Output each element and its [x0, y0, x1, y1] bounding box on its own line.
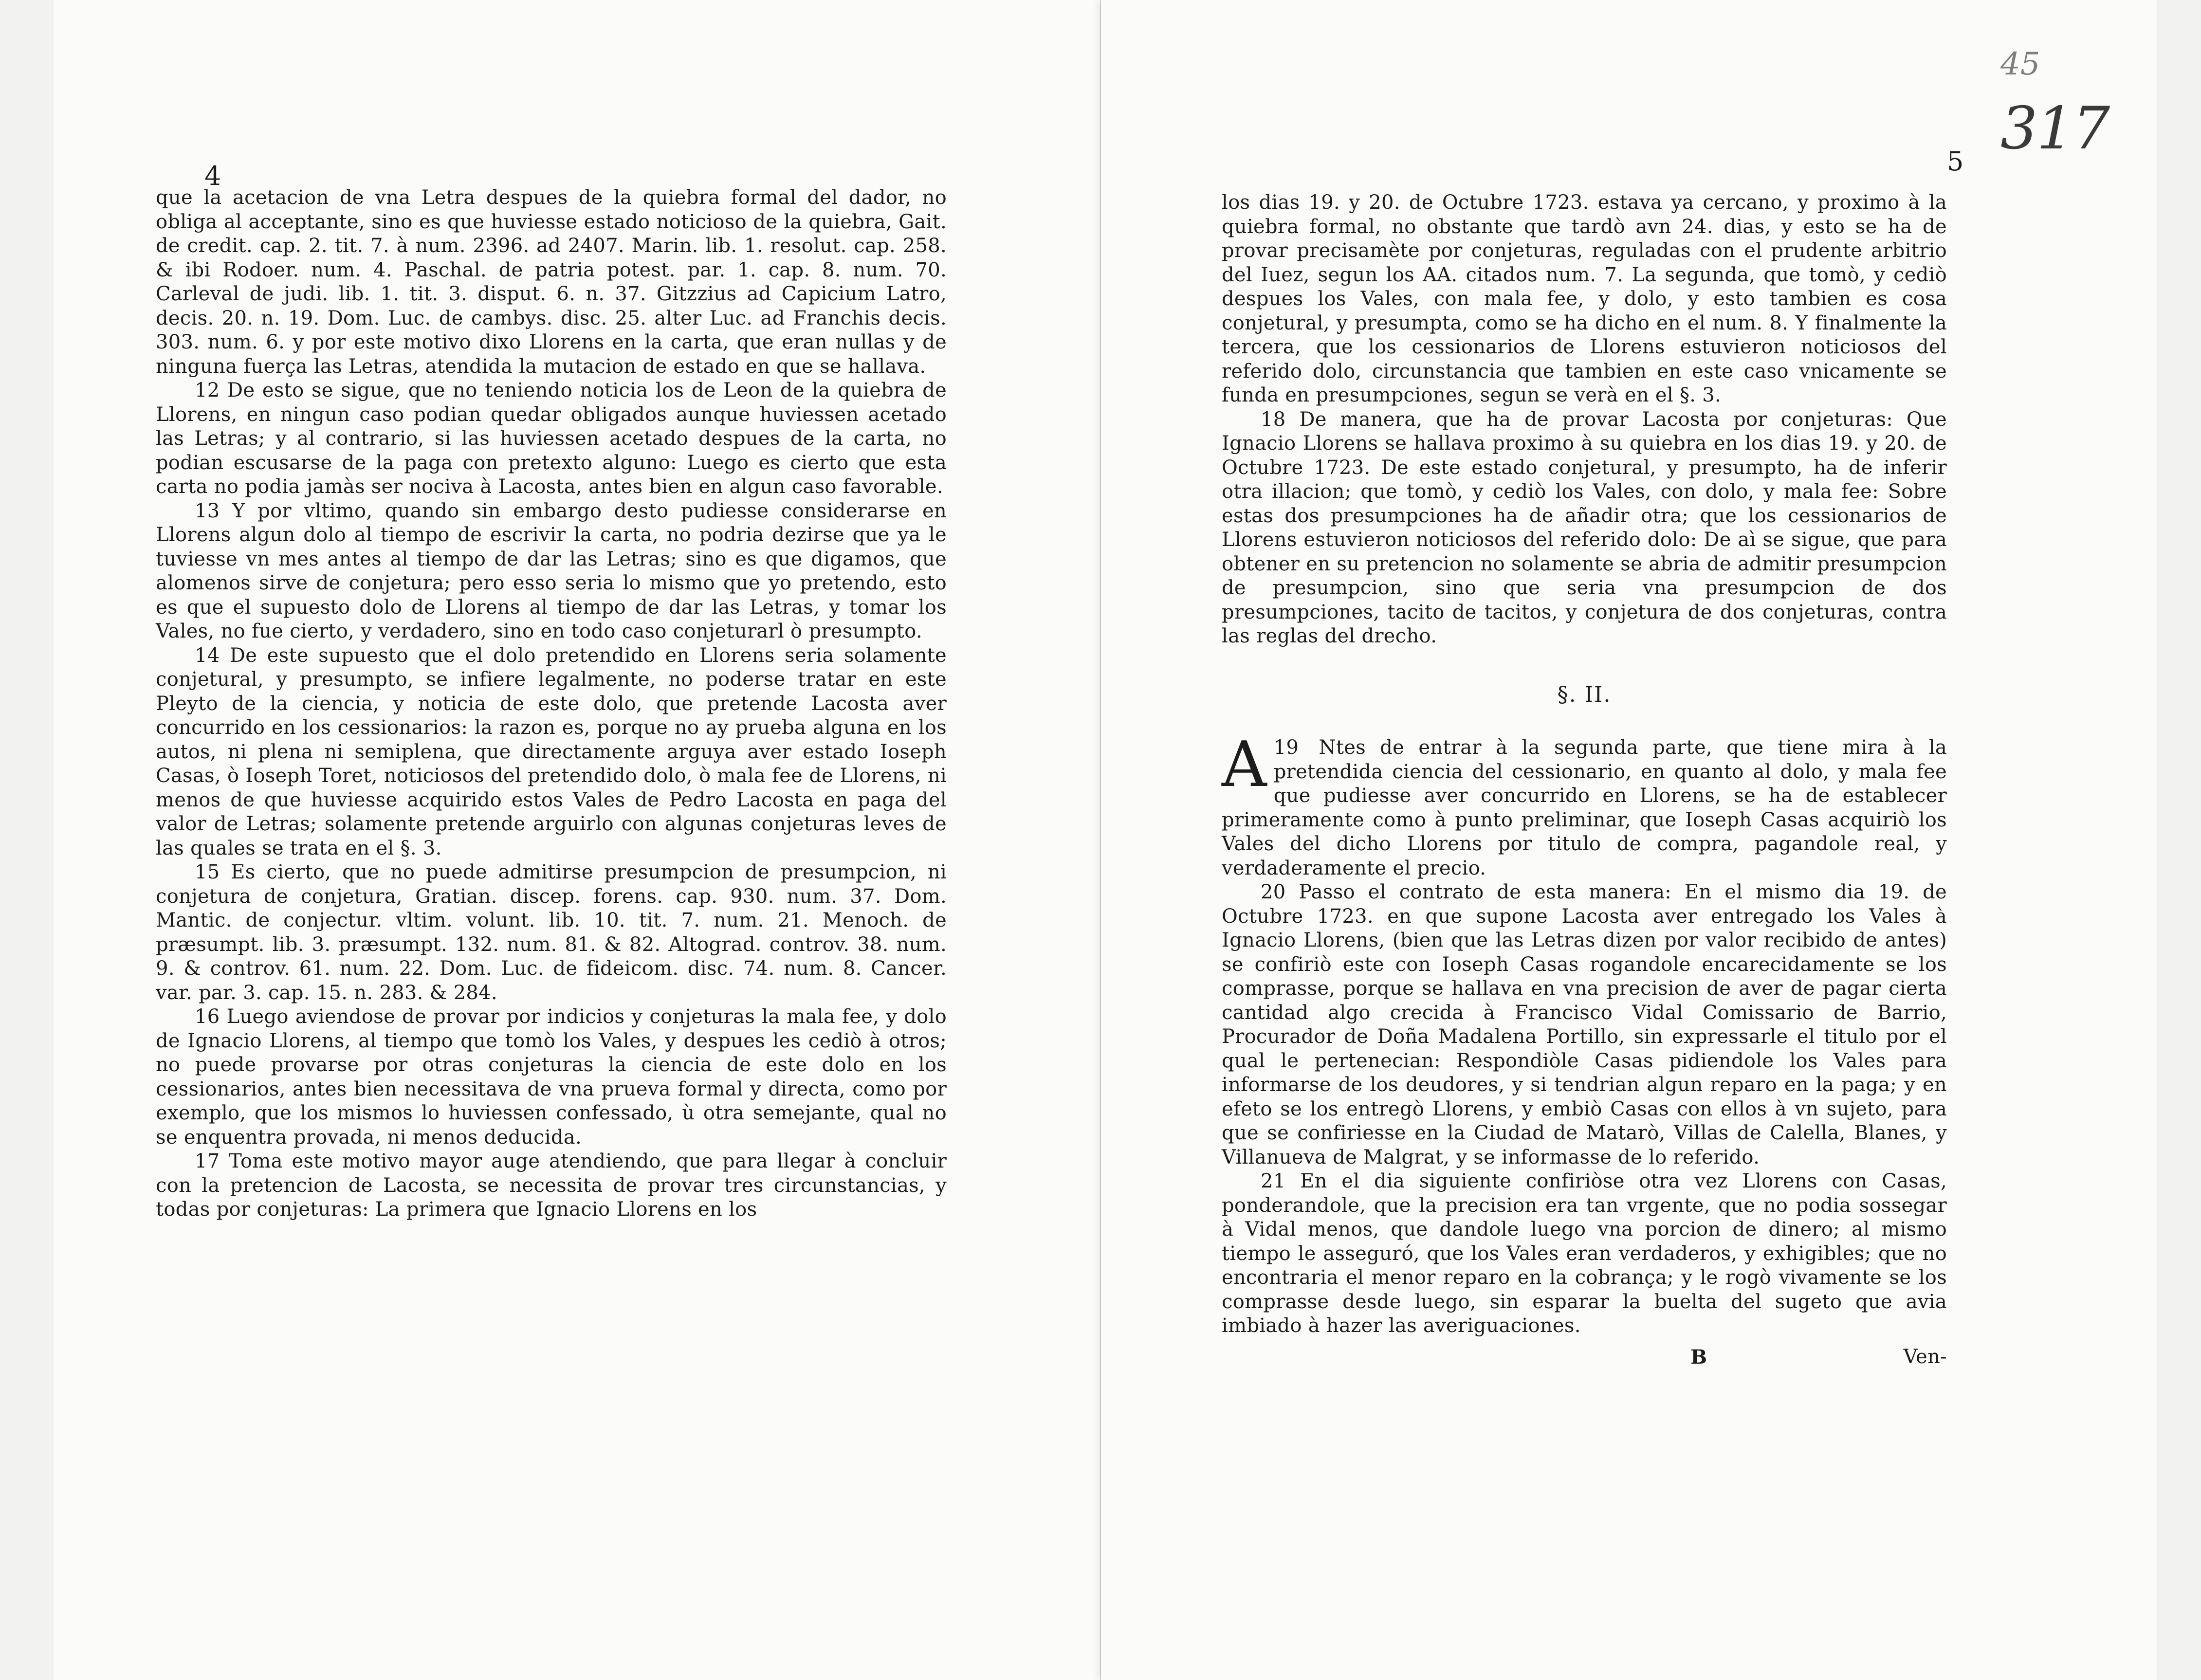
right-page-number: 5 — [1947, 146, 1964, 177]
paragraph-14: 14 De este supuesto que el dolo pretendido en Llorens seria solamente conjetural, y presumpto, se infiere legalmente, no poderse tratar en este Pleyto de la ciencia, y noticia de este dolo, que pretende Lacosta aver concurrido en los cessionarios: la razon es, porque no ay prueba alguna en los autos, ni plena ni semiplena, que directamente arguya aver estado Ioseph Casas, ò Ioseph Toret, noticiosos del pretendido dolo, ò mala fee de Llorens, ni menos de que huviesse acquirido estos Vales de Pedro Lacosta en paga del valor de Letras; solamente pretende arguirlo con algunas conjeturas leves de las quales se trata en el §. 3. — [156, 644, 947, 859]
drop-cap: A — [1222, 729, 1267, 801]
signature-mark: B — [1690, 1345, 1707, 1369]
paragraph: que la acetacion de vna Letra despues de la quiebra formal del dador, no obliga al acceptante, sino es que huviesse estado noticioso de la quiebra, Gait. de credit. cap. 2. tit. 7. à num. 2396. ad 2407. Marin. lib. 1. resolut. cap. 258. & ibi Rodoer. num. 4. Paschal. de patria potest. par. 1. cap. 8. num. 70. Carleval de judi. lib. 1. tit. 3. disput. 6. n. 37. Gitzzius ad Capicium Latro, decis. 20. n. 19. Dom. Luc. de cambys. disc. 25. alter Luc. ad Franchis decis. 303. num. 6. y por este motivo dixo Llorens en la carta, que eran nullas y de ninguna fuerça las Letras, atendida la mutacion de estado en que se hallava. — [156, 186, 947, 378]
paragraph-21: 21 En el dia siguiente confiriòse otra vez Llorens con Casas, ponderandole, que la precision era tan vrgente, que no podia sossegar à Vidal menos, que dandole luego vna porcion de dinero; al mismo tiempo le asseguró, que los Vales eran verdaderos, y exhigibles; que no encontraria el menor reparo en la cobrança; y le rogò vivamente se los comprasse desde luego, sin esparar la buelta del sugeto que avia imbiado à hazer las averiguaciones. — [1222, 1170, 1947, 1337]
left-page-text — [156, 181, 947, 1222]
paragraph-12: 12 De esto se sigue, que no teniendo noticia los de Leon de la quiebra de Llorens, en ningun caso podian quedar obligados aunque huviessen acetado las Letras; y al contrario, si las huviessen acetado despues de la carta, no podian escusarse de la paga con pretexto alguno: Luego es cierto que esta carta no podia jamàs ser nociva à Lacosta, antes bien en algun caso favorable. — [156, 379, 947, 498]
paragraph-18: 18 De manera, que ha de provar Lacosta por conjeturas: Que Ignacio Llorens se hallava proximo à su quiebra en los dias 19. y 20. de Octubre 1723. De este estado conjetural, y presumpto, ha de inferir otra illacion; que tomò, y cediò los Vales, con dolo, y mala fee: Sobre estas dos presumpciones ha de añadir otra; que los cessionarios de Llorens estuvieron noticiosos del referido dolo: De aì se sigue, que para obtener en su pretencion no solamente se abria de admitir presumpcion de presumpcion, sino que seria vna presumpcion de dos presumpciones, tacito de tacitos, y conjetura de dos conjeturas, contra las reglas del drecho. — [1222, 408, 1947, 647]
paragraph-19-text: Ntes de entrar à la segunda parte, que tiene mira à la pretendida ciencia del cessionario, en quanto al dolo, y mala fee que pudiesse aver concurrido en Llorens, se ha de establecer primeramente como à punto preliminar, que Ioseph Casas acquiriò los Vales del dicho Llorens por titulo de compra, pagandole real, y verdaderamente el precio. — [1222, 736, 1947, 879]
paragraph-number: 19 — [1273, 736, 1299, 759]
margin-mark: 45 — [2000, 46, 2040, 82]
paragraph-continued: los dias 19. y 20. de Octubre 1723. estava ya cercano, y proximo à la quiebra formal, no obstante que tardò avn 24. dias, y esto se ha de provar precisamète por conjeturas, reguladas con el prudente arbitrio del Iuez, segun los AA. citados num. 7. La segunda, que tomò, y cediò despues los Vales, con mala fee, y dolo, y esto tambien es cosa conjetural, y presumpta, como se ha dicho en el num. 8. Y finalmente la tercera, que los cessionarios de Llorens estuvieron noticiosos del referido dolo, circunstancia que tambien en este caso vnicamente se funda en presumpciones, segun se verà en el §. 3. — [1222, 191, 1947, 406]
catchword: Ven- — [1903, 1345, 1947, 1368]
right-page-text — [1222, 191, 1947, 1369]
paragraph-13: 13 Y por vltimo, quando sin embargo desto pudiesse considerarse en Llorens algun dolo al tiempo de escrivir la carta, no podria dezirse que ya le tuviesse vn mes antes al tiempo de dar las Letras; sino es que digamos, que alomenos sirve de conjetura; pero esso seria lo mismo que yo pretendo, esto es que el supuesto dolo de Llorens al tiempo de dar las Letras, y tomar los Vales, no fue cierto, y verdadero, sino en todo caso conjeturarl ò presumpto. — [156, 499, 947, 642]
section-heading: §. II. — [1557, 682, 1612, 707]
paragraph-17: 17 Toma este motivo mayor auge atendiendo, que para llegar à concluir con la pretencion de Lacosta, se necessita de provar tres circunstancias, y todas por conjeturas: La primera que Ignacio Llorens en los — [156, 1150, 947, 1221]
page-footer — [1222, 1345, 1947, 1370]
paragraph-16: 16 Luego aviendose de provar por indicios y conjeturas la mala fee, y dolo de Ignacio Llorens, al tiempo que tomò los Vales, y despues les cediò à otros; no puede provarse por otras conjeturas la ciencia de este dolo en los cessionarios, antes bien necessitava de vna prueva formal y directa, como por exemplo, que los mismos lo huviessen confessado, ù otra semejante, qual no se enquentra provada, ni menos deducida. — [156, 1005, 947, 1149]
left-page-number: 4 — [204, 161, 221, 191]
handwritten-folio-number: 317 — [2000, 95, 2109, 163]
paragraph-19 — [1222, 729, 1947, 880]
paragraph-20: 20 Passo el contrato de esta manera: En el mismo dia 19. de Octubre 1723. en que supone Lacosta aver entregado los Vales à Ignacio Llorens, (bien que las Letras dizen por valor recibido de antes) se confiriò este con Ioseph Casas rogandole encarecidamente se los comprasse, porque se hallava en vna precision de aver de pagar cierta cantidad algo crecida à Francisco Vidal Comissario de Barrio, Procurador de Doña Madalena Portillo, sin expressarle el titulo por el qual le pertenecian: Respondiòle Casas pidiendole los Vales para informarse de los deudores, y si tendrian algun reparo en la paga; y en efeto se los entregò Llorens, y embiò Casas con ellos à vn sujeto, para que se confiriesse en la Ciudad de Matarò, Villas de Calella, Blanes, y Villanueva de Malgrat, y se informasse de lo referido. — [1222, 881, 1947, 1169]
paragraph-15: 15 Es cierto, que no puede admitirse presumpcion de presumpcion, ni conjetura de conjetura, Gratian. discep. forens. cap. 930. num. 37. Dom. Mantic. de conjectur. vltim. volunt. lib. 10. tit. 7. num. 21. Menoch. de præsumpt. lib. 3. præsumpt. 132. num. 81. & 82. Altograd. controv. 38. num. 9. & controv. 61. num. 22. Dom. Luc. de fideicom. disc. 74. num. 8. Cancer. var. par. 3. cap. 15. n. 283. & 284. — [156, 861, 947, 1004]
